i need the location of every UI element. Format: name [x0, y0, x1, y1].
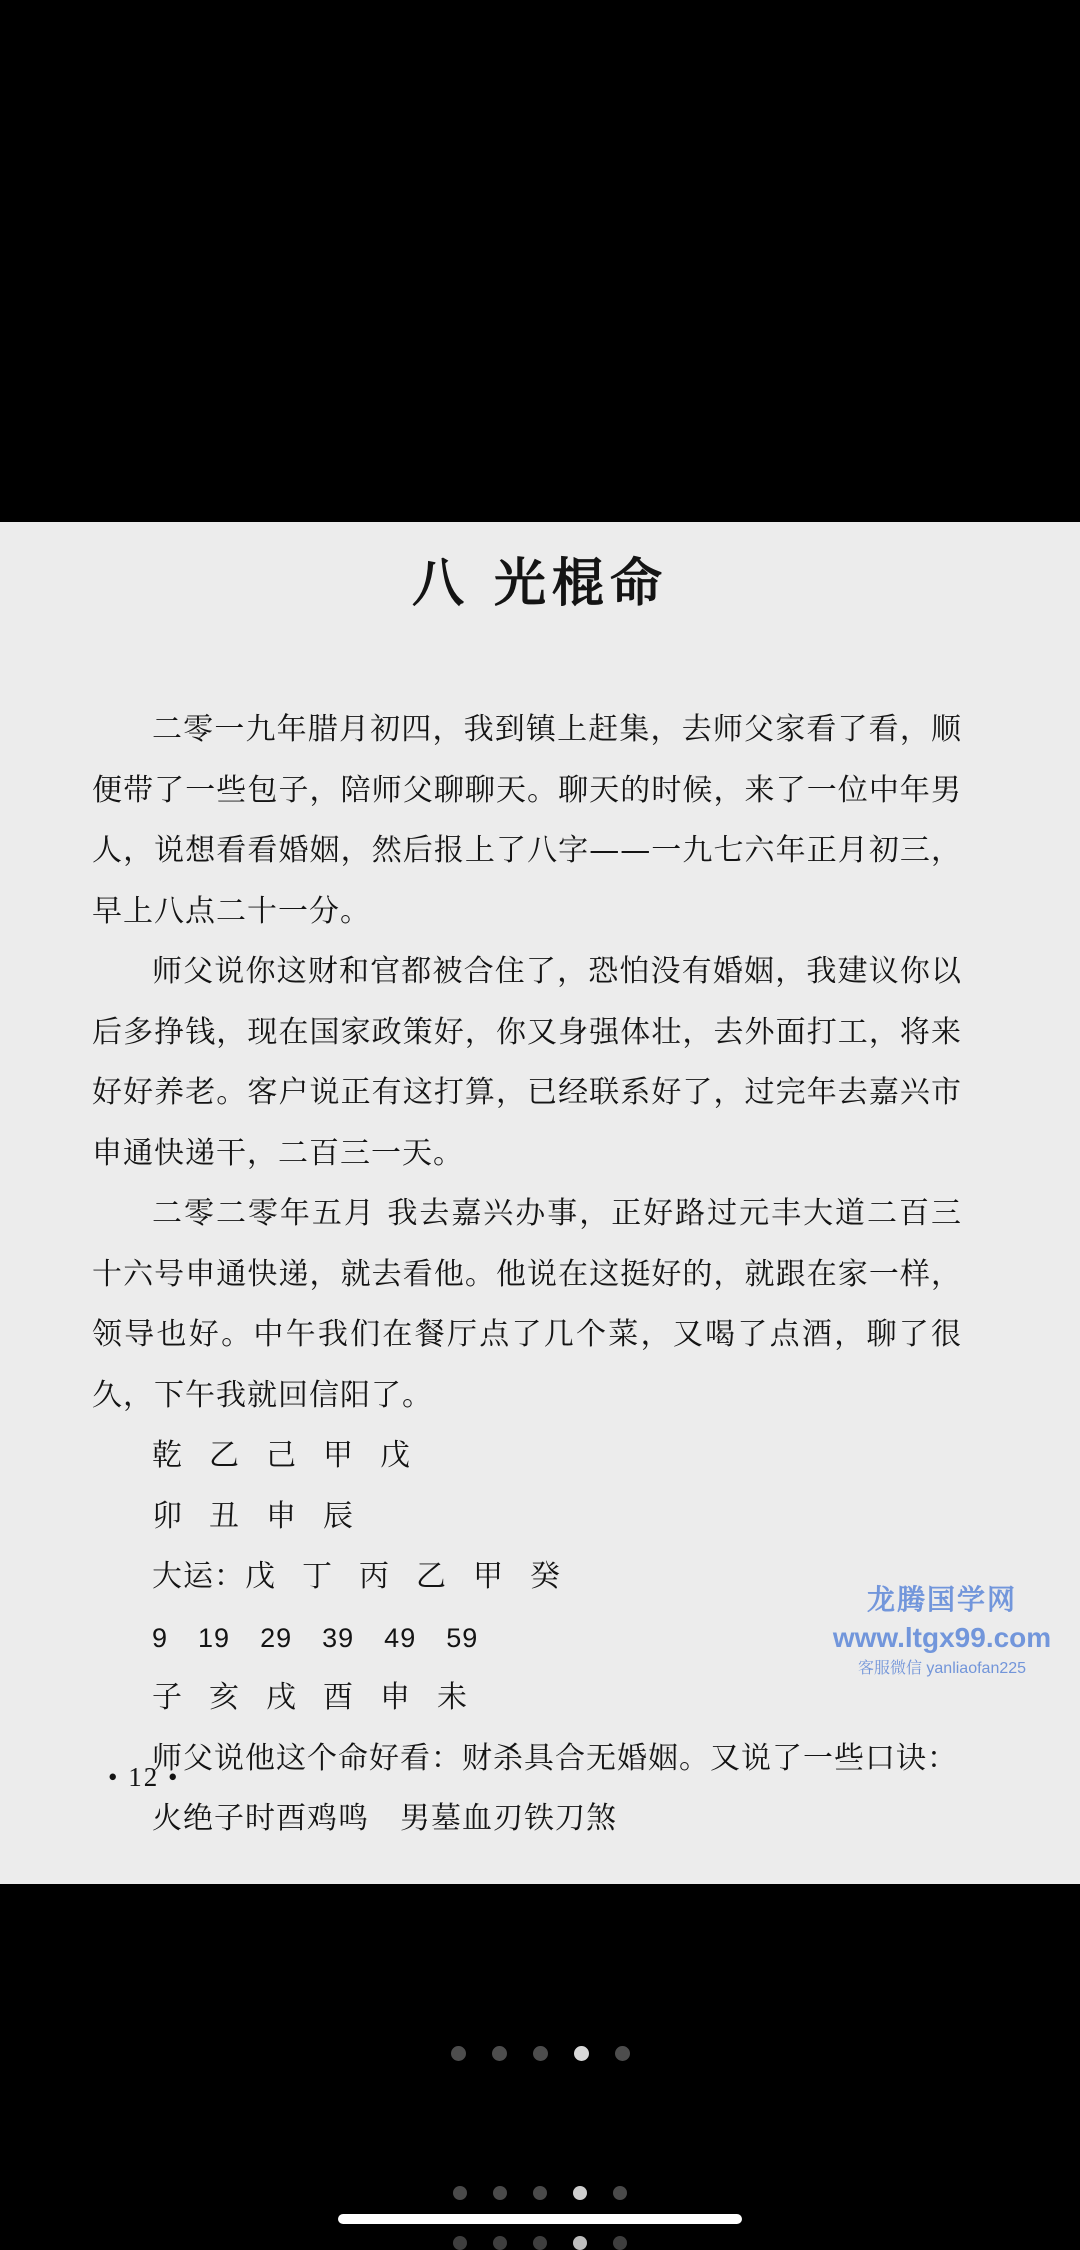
- page-dot: [533, 2186, 547, 2200]
- page-dot[interactable]: [533, 2046, 548, 2061]
- page-dot: [493, 2186, 507, 2200]
- paragraph-3: 二零二零年五月 我去嘉兴办事，正好路过元丰大道二百三十六号申通快递，就去看他。他说在这挺好的，就跟在家一样，领导也好。中午我们在餐厅点了几个菜，又喝了点酒，聊了很久，下午我就回信阳了。: [92, 1196, 962, 1413]
- closing-text: 师父说他这个命好看：财杀具合无婚姻。又说了一些口诀：: [152, 1740, 958, 1776]
- dayun-branch: 未: [437, 1680, 468, 1715]
- branch: 丑: [209, 1498, 240, 1534]
- page-dot-active: [573, 2186, 587, 2200]
- dayun-branch: 申: [380, 1680, 411, 1715]
- watermark-url: www.ltgx99.com: [832, 1622, 1052, 1653]
- stem: 己: [266, 1438, 297, 1473]
- stem: 乙: [209, 1438, 240, 1473]
- dayun-age: 9: [152, 1622, 169, 1653]
- formula-text: 火绝子时酉鸡鸣 男墓血刃铁刀煞: [152, 1801, 617, 1836]
- page-dot: [453, 2186, 467, 2200]
- bazi-stems-line: [92, 1426, 962, 1487]
- page-dot: [613, 2186, 627, 2200]
- bazi-branches-line: [92, 1487, 962, 1548]
- chapter-title: 八 光棍命: [411, 553, 669, 614]
- watermark-contact: 客服微信 yanliaofan225: [857, 1660, 1027, 1677]
- branch: 申: [266, 1498, 297, 1534]
- page-dot-active[interactable]: [574, 2046, 589, 2061]
- dayun-age: 19: [198, 1622, 231, 1653]
- stem: 甲: [323, 1438, 354, 1473]
- dayun-branch: 亥: [209, 1680, 240, 1715]
- page-dot[interactable]: [492, 2046, 507, 2061]
- dayun-stem: 乙: [416, 1559, 447, 1594]
- dayun-stem: 癸: [530, 1559, 561, 1594]
- dayun-stem: 戊: [245, 1559, 276, 1594]
- dayun-branch: 酉: [323, 1680, 354, 1715]
- dayun-branch: 子: [152, 1680, 183, 1715]
- dayun-stem: 甲: [473, 1559, 504, 1594]
- watermark-title: 龙腾国学网: [866, 1584, 1017, 1615]
- book-page[interactable]: [0, 522, 1080, 1884]
- branch: 卯: [152, 1498, 183, 1534]
- dayun-stem: 丙: [359, 1559, 390, 1594]
- paragraph-2: 师父说你这财和官都被合住了，恐怕没有婚姻，我建议你以后多挣钱，现在国家政策好，你又身强体壮，去外面打工，将来好好养老。客户说正有这打算，已经联系好了，过完年去嘉兴市申通快递干，二百三一天。: [92, 954, 962, 1171]
- dayun-age: 39: [322, 1622, 355, 1653]
- page-indicator: [0, 2046, 1080, 2061]
- page-indicator-secondary: [0, 2186, 1080, 2200]
- stem: 戊: [380, 1438, 411, 1473]
- dayun-age: 29: [260, 1622, 293, 1653]
- home-indicator[interactable]: [338, 2214, 742, 2224]
- dayun-age: 49: [384, 1622, 417, 1653]
- dayun-branch: 戌: [266, 1680, 297, 1715]
- dayun-label: 大运：: [152, 1559, 245, 1594]
- page-dot[interactable]: [615, 2046, 630, 2061]
- watermark: [822, 1580, 1062, 1682]
- page-number: • 12 •: [108, 1762, 180, 1792]
- branch: 辰: [323, 1498, 354, 1534]
- paragraph-1: 二零一九年腊月初四，我到镇上赶集，去师父家看了看，顺便带了一些包子，陪师父聊聊天。聊天的时候，来了一位中年男人，说想看看婚姻，然后报上了八字——一九七六年正月初三，早上八点二十一分。: [92, 712, 962, 929]
- qian-label: 乾: [152, 1438, 183, 1473]
- page-dot[interactable]: [451, 2046, 466, 2061]
- dayun-stem: 丁: [302, 1559, 333, 1594]
- dayun-age: 59: [446, 1622, 479, 1653]
